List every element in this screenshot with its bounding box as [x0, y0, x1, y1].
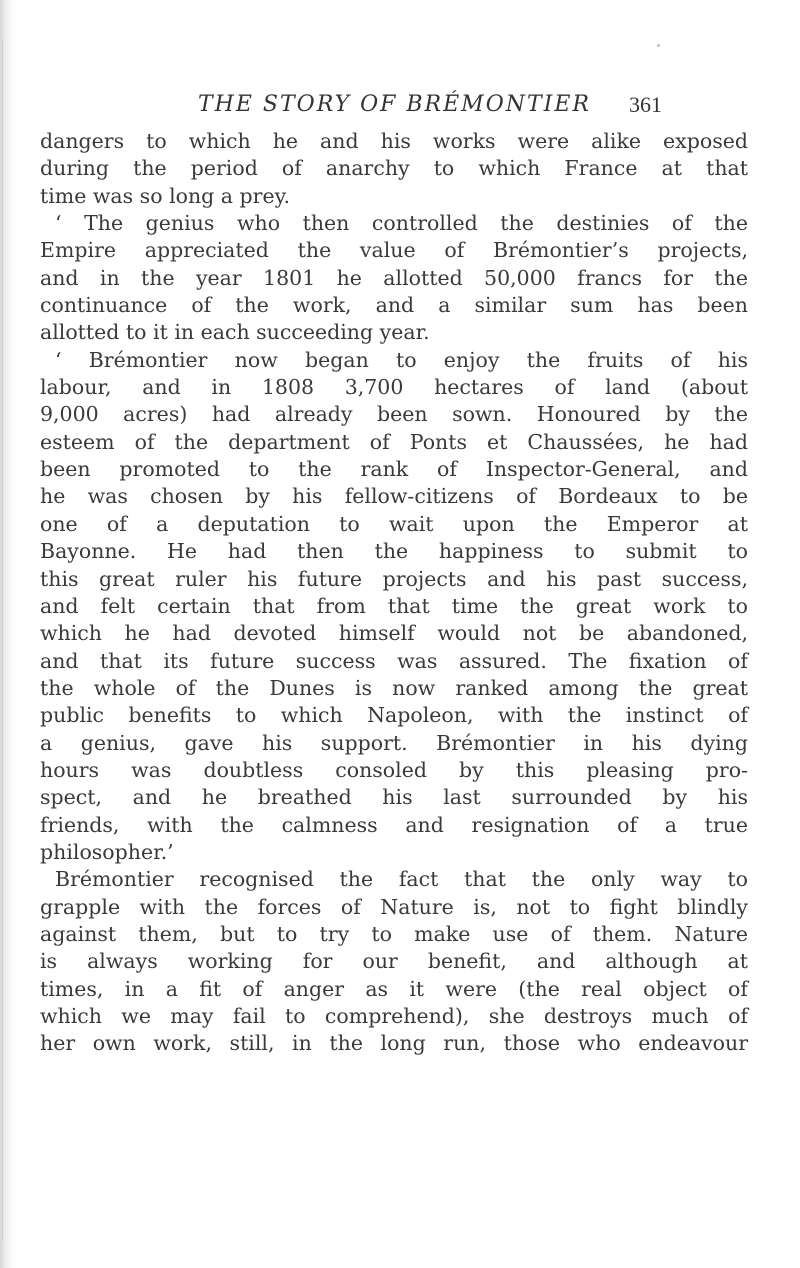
- text-line: continuance of the work, and a similar sum has been: [40, 293, 748, 318]
- text-line: spect, and he breathed his last surrounded by his: [40, 785, 748, 810]
- text-line: which he had devoted himself would not be abandoned,: [40, 621, 748, 646]
- text-line: dangers to which he and his works were alike exposed: [40, 129, 748, 153]
- text-line: and in the year 1801 he allotted 50,000 francs for the: [40, 265, 748, 290]
- text-line: allotted to it in each succeeding year.: [40, 320, 430, 345]
- text-line: ‘ Brémontier now began to enjoy the fruits of his: [55, 347, 748, 372]
- text-line: he was chosen by his fellow-citizens of Bordeaux to be: [40, 484, 748, 509]
- text-line: against them, but to try to make use of them. Nature: [40, 921, 748, 946]
- text-line: the whole of the Dunes is now ranked among the great: [40, 675, 748, 700]
- text-line: time was so long a prey.: [40, 183, 290, 208]
- text-line: which we may fail to comprehend), she destroys much of: [40, 1004, 748, 1028]
- text-line: a genius, gave his support. Brémontier in his dying: [40, 730, 748, 755]
- text-line: been promoted to the rank of Inspector-General, and: [40, 457, 748, 482]
- text-line: labour, and in 1808 3,700 hectares of land (about: [40, 375, 748, 400]
- text-line: esteem of the department of Ponts et Chaussées, he had: [40, 429, 748, 454]
- text-line: Empire appreciated the value of Brémontier’s projects,: [40, 238, 748, 263]
- text-line: one of a deputation to wait upon the Emperor at: [40, 511, 748, 536]
- text-line: times, in a fit of anger as it were (the real object of: [40, 976, 748, 1001]
- text-line: this great ruler his future projects and his past success,: [40, 566, 748, 591]
- page-number: 361: [629, 92, 662, 117]
- text-line: Bayonne. He had then the happiness to submit to: [40, 539, 748, 564]
- text-line: Brémontier recognised the fact that the only way to: [55, 867, 748, 892]
- body-text: [40, 128, 748, 1058]
- text-line: during the period of anarchy to which France at that: [40, 156, 748, 181]
- text-line: 9,000 acres) had already been sown. Honoured by the: [40, 402, 748, 427]
- text-line: and that its future success was assured. The fixation of: [40, 648, 748, 673]
- text-line: public benefits to which Napoleon, with the instinct of: [40, 703, 748, 728]
- text-line: and felt certain that from that time the great work to: [40, 593, 748, 618]
- text-line: ‘ The genius who then controlled the destinies of the: [55, 211, 748, 236]
- text-line: is always working for our benefit, and although at: [40, 949, 748, 974]
- text-line: friends, with the calmness and resignation of a true: [40, 812, 748, 837]
- running-head: [172, 90, 662, 120]
- text-line: her own work, still, in the long run, those who endeavour: [40, 1031, 748, 1056]
- text-line: philosopher.’: [40, 839, 174, 864]
- running-title: THE STORY OF BRÉMONTIER: [198, 92, 591, 117]
- text-line: hours was doubtless consoled by this pleasing pro-: [40, 757, 748, 782]
- text-line: grapple with the forces of Nature is, not to fight blindly: [40, 894, 748, 919]
